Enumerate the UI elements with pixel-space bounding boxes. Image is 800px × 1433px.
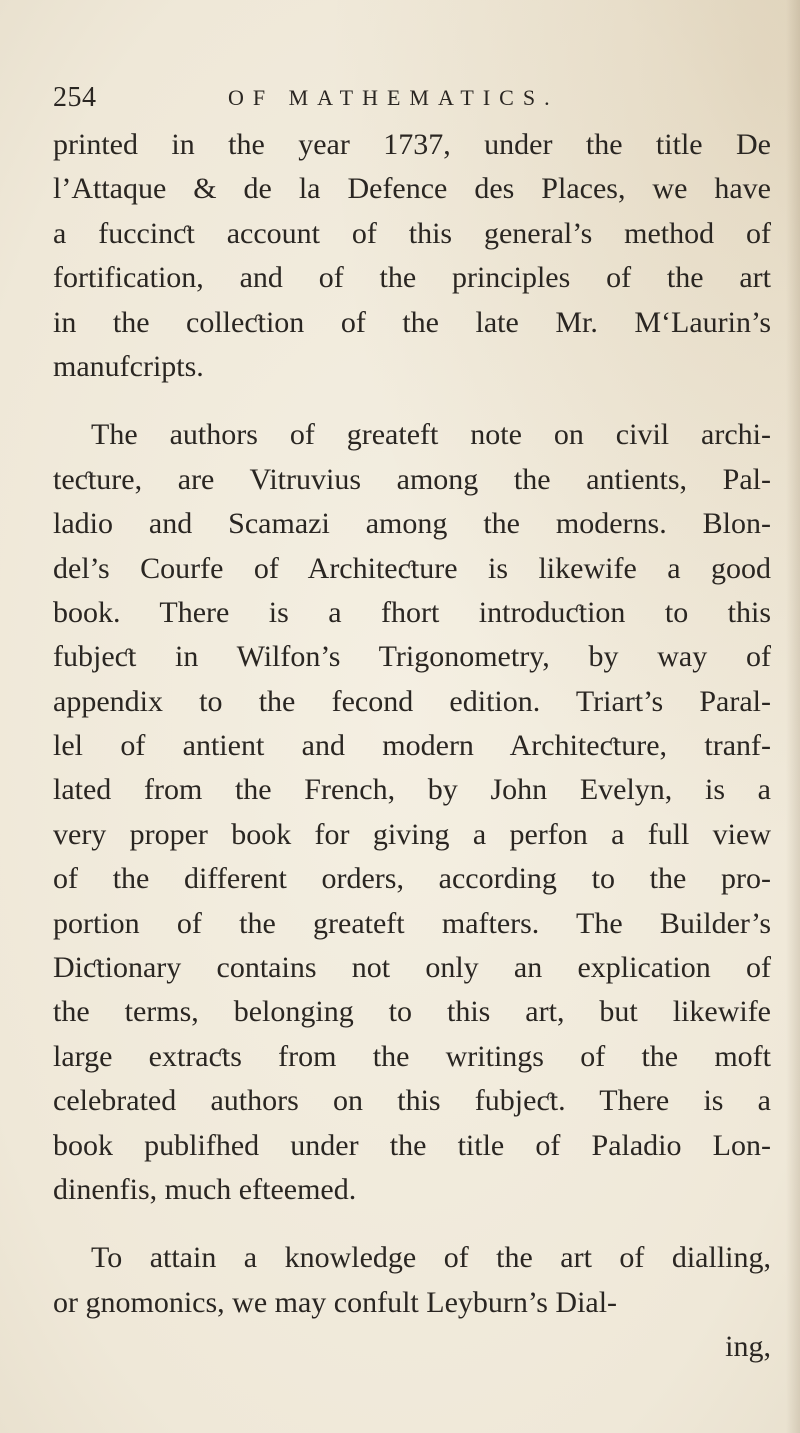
text-line: manufcripts. <box>53 349 204 383</box>
text-line: printed in the year 1737, under the title De <box>53 128 771 161</box>
text-line: Diƈtionary contains not only an explication of <box>53 951 771 985</box>
text-line: the terms, belonging to this art, but likewife <box>53 995 771 1029</box>
text-line: celebrated authors on this fubjeƈt. There is a <box>53 1084 771 1118</box>
text-line: teƈture, are Vitruvius among the antients, Pal- <box>53 462 771 496</box>
text-line: del’s Courfe of Architeƈture is likewife a good <box>53 551 771 585</box>
text-line: very proper book for giving a perfon a full view <box>53 817 771 851</box>
text-line: To attain a knowledge of the art of dialling, <box>91 1241 771 1275</box>
text-line: fubjeƈt in Wilfon’s Trigonometry, by way of <box>53 640 771 674</box>
page-edge-shadow <box>786 0 800 1433</box>
text-line: a fuccinƈt account of this general’s method of <box>53 216 771 250</box>
body-text <box>53 123 771 1370</box>
page-number: 254 <box>53 82 97 113</box>
text-line: The authors of greateft note on civil archi- <box>91 418 771 452</box>
text-line: fortification, and of the principles of the art <box>53 261 771 295</box>
text-line: large extraƈts from the writings of the moft <box>53 1039 771 1073</box>
text-line: of the different orders, according to the pro- <box>53 862 771 896</box>
text-line: or gnomonics, we may confult Leyburn’s Dial- <box>53 1285 618 1319</box>
paragraph <box>53 1236 771 1325</box>
text-line: in the colleƈtion of the late Mr. M‘Laurin’s <box>53 305 771 339</box>
text-line: appendix to the fecond edition. Triart’s Paral- <box>53 684 771 718</box>
text-line: lel of antient and modern Architeƈture, tranf- <box>53 729 771 763</box>
text-line: dinenfis, much efteemed. <box>53 1172 357 1206</box>
text-line: lated from the French, by John Evelyn, is a <box>53 773 771 807</box>
text-line: book publifhed under the title of Paladio Lon- <box>53 1128 771 1162</box>
paragraph-gap <box>53 389 771 413</box>
paragraph <box>53 413 771 1212</box>
running-head <box>53 82 753 122</box>
running-title: OF MATHEMATICS. <box>228 85 559 110</box>
catchword: ing, <box>725 1330 771 1364</box>
text-line: ladio and Scamazi among the moderns. Blon- <box>53 507 771 541</box>
text-line: portion of the greateft mafters. The Builder’s <box>53 906 771 940</box>
text-line: l’Attaque & de la Defence des Places, we have <box>53 172 771 206</box>
paragraph <box>53 123 771 389</box>
text-line: book. There is a fhort introduƈtion to this <box>53 595 771 629</box>
paragraph-gap <box>53 1212 771 1236</box>
